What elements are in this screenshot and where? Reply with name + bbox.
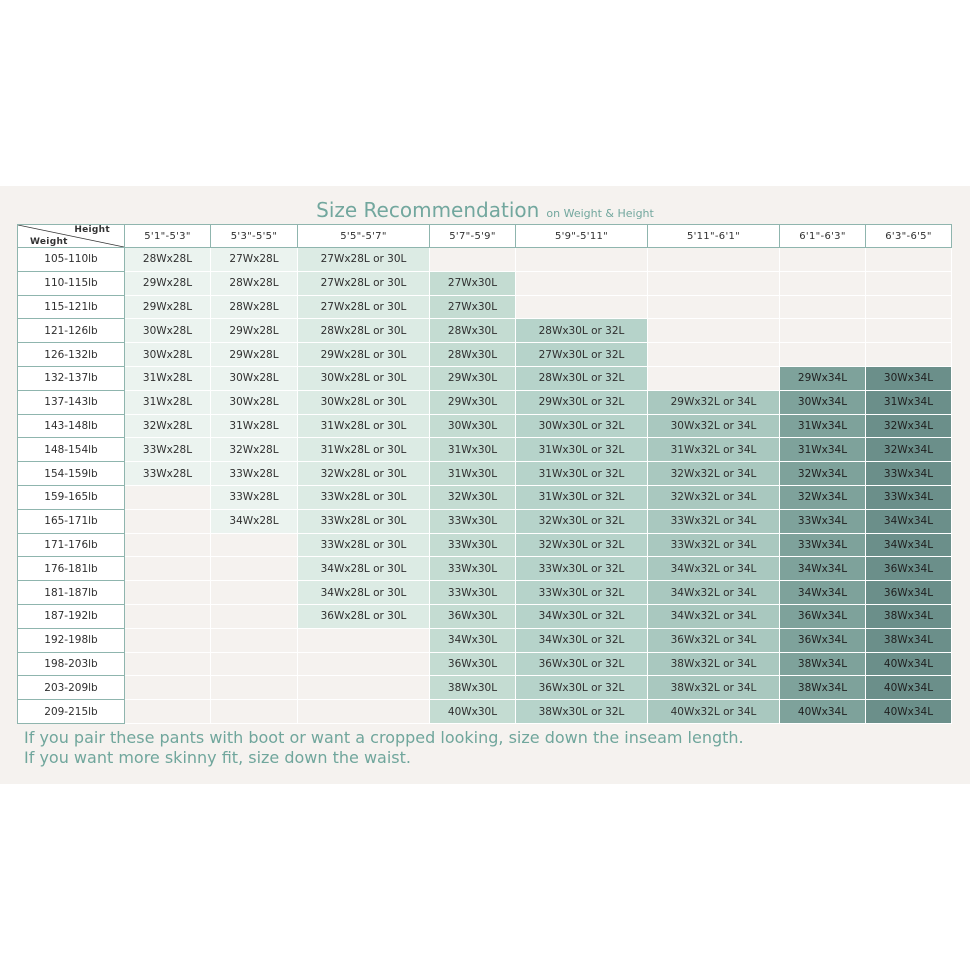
- size-cell: 33Wx30L: [430, 509, 516, 533]
- size-cell: 33Wx28L or 30L: [298, 485, 430, 509]
- column-header: 5'9"-5'11": [516, 225, 648, 248]
- size-cell: 28Wx30L: [430, 319, 516, 343]
- size-cell: 36Wx30L: [430, 604, 516, 628]
- note-waist: If you want more skinny fit, size down the waist.: [24, 748, 411, 767]
- size-cell: 33Wx32L or 34L: [648, 509, 780, 533]
- weight-label: 143-148lb: [18, 414, 125, 438]
- size-cell: 31Wx34L: [866, 390, 952, 414]
- table-row: [18, 319, 952, 343]
- size-cell: 36Wx30L or 32L: [516, 652, 648, 676]
- size-cell: 31Wx28L: [211, 414, 298, 438]
- column-header: 5'7"-5'9": [430, 225, 516, 248]
- size-cell: [780, 295, 866, 319]
- table-row: [18, 628, 952, 652]
- size-cell: [125, 533, 211, 557]
- size-cell: 29Wx34L: [780, 366, 866, 390]
- size-cell: 29Wx28L: [125, 295, 211, 319]
- size-cell: 34Wx32L or 34L: [648, 557, 780, 581]
- weight-label: 126-132lb: [18, 343, 125, 367]
- weight-label: 159-165lb: [18, 485, 125, 509]
- size-cell: 30Wx34L: [780, 390, 866, 414]
- size-cell: 28Wx28L: [211, 295, 298, 319]
- size-cell: 32Wx30L or 32L: [516, 533, 648, 557]
- size-cell: [648, 248, 780, 272]
- size-cell: 32Wx34L: [780, 485, 866, 509]
- table-row: [18, 366, 952, 390]
- size-cell: 36Wx32L or 34L: [648, 628, 780, 652]
- table-row: [18, 390, 952, 414]
- size-cell: 36Wx30L or 32L: [516, 676, 648, 700]
- size-table: [17, 224, 952, 724]
- column-header: 5'5"-5'7": [298, 225, 430, 248]
- size-cell: [211, 533, 298, 557]
- size-cell: [866, 343, 952, 367]
- size-cell: [866, 271, 952, 295]
- size-cell: 33Wx28L or 30L: [298, 533, 430, 557]
- table-row: [18, 414, 952, 438]
- size-cell: [125, 509, 211, 533]
- weight-label: 154-159lb: [18, 462, 125, 486]
- size-cell: 31Wx34L: [780, 438, 866, 462]
- size-cell: 34Wx32L or 34L: [648, 604, 780, 628]
- size-cell: [866, 295, 952, 319]
- size-cell: 38Wx34L: [866, 604, 952, 628]
- size-cell: [298, 652, 430, 676]
- column-header: 6'3"-6'5": [866, 225, 952, 248]
- weight-label: 171-176lb: [18, 533, 125, 557]
- size-cell: 40Wx34L: [866, 676, 952, 700]
- size-cell: 33Wx34L: [866, 462, 952, 486]
- size-cell: 28Wx30L: [430, 343, 516, 367]
- size-cell: [298, 628, 430, 652]
- size-cell: [125, 700, 211, 724]
- column-header: 6'1"-6'3": [780, 225, 866, 248]
- size-cell: 31Wx32L or 34L: [648, 438, 780, 462]
- size-cell: 32Wx34L: [866, 438, 952, 462]
- size-cell: 36Wx34L: [866, 581, 952, 605]
- size-cell: 31Wx30L or 32L: [516, 438, 648, 462]
- size-cell: 40Wx30L: [430, 700, 516, 724]
- size-cell: 38Wx32L or 34L: [648, 652, 780, 676]
- size-cell: [211, 676, 298, 700]
- size-cell: 33Wx30L: [430, 533, 516, 557]
- size-cell: 29Wx30L: [430, 390, 516, 414]
- title-main: Size Recommendation: [316, 198, 540, 222]
- table-row: [18, 652, 952, 676]
- size-cell: 30Wx28L or 30L: [298, 366, 430, 390]
- table-row: [18, 438, 952, 462]
- size-cell: 33Wx32L or 34L: [648, 533, 780, 557]
- weight-label: 209-215lb: [18, 700, 125, 724]
- size-cell: [516, 271, 648, 295]
- size-cell: 32Wx28L or 30L: [298, 462, 430, 486]
- size-cell: [298, 700, 430, 724]
- size-cell: 38Wx34L: [780, 676, 866, 700]
- size-cell: [211, 652, 298, 676]
- size-cell: 30Wx28L: [125, 343, 211, 367]
- size-cell: [648, 319, 780, 343]
- size-cell: 27Wx28L: [211, 248, 298, 272]
- table-row: [18, 248, 952, 272]
- size-cell: 33Wx28L or 30L: [298, 509, 430, 533]
- weight-label: 165-171lb: [18, 509, 125, 533]
- table-body: [18, 248, 952, 724]
- size-cell: 27Wx30L or 32L: [516, 343, 648, 367]
- note-inseam: If you pair these pants with boot or want a cropped looking, size down the inseam length.: [24, 728, 744, 747]
- size-cell: 31Wx30L: [430, 462, 516, 486]
- size-cell: [430, 248, 516, 272]
- corner-header: [18, 225, 125, 248]
- size-cell: 27Wx28L or 30L: [298, 248, 430, 272]
- table-row: [18, 676, 952, 700]
- size-cell: 34Wx30L or 32L: [516, 628, 648, 652]
- table-row: [18, 485, 952, 509]
- size-cell: 36Wx28L or 30L: [298, 604, 430, 628]
- size-cell: [211, 557, 298, 581]
- title-subtitle: on Weight & Height: [546, 207, 654, 220]
- table-row: [18, 343, 952, 367]
- size-cell: 38Wx30L: [430, 676, 516, 700]
- size-cell: 32Wx32L or 34L: [648, 485, 780, 509]
- table-row: [18, 295, 952, 319]
- size-cell: 32Wx32L or 34L: [648, 462, 780, 486]
- size-cell: 40Wx34L: [866, 652, 952, 676]
- chart-title: [0, 198, 970, 222]
- size-cell: 40Wx32L or 34L: [648, 700, 780, 724]
- size-cell: 34Wx30L: [430, 628, 516, 652]
- size-cell: 32Wx30L: [430, 485, 516, 509]
- table-row: [18, 271, 952, 295]
- size-cell: 32Wx30L or 32L: [516, 509, 648, 533]
- column-header: 5'11"-6'1": [648, 225, 780, 248]
- size-cell: 34Wx28L or 30L: [298, 557, 430, 581]
- table-row: [18, 557, 952, 581]
- size-cell: 33Wx30L: [430, 581, 516, 605]
- size-cell: [780, 271, 866, 295]
- size-cell: [780, 248, 866, 272]
- size-cell: 31Wx28L or 30L: [298, 414, 430, 438]
- size-cell: 34Wx34L: [780, 581, 866, 605]
- size-cell: 40Wx34L: [866, 700, 952, 724]
- size-cell: 30Wx34L: [866, 366, 952, 390]
- size-cell: 33Wx28L: [211, 485, 298, 509]
- size-cell: [125, 628, 211, 652]
- size-cell: 28Wx28L or 30L: [298, 319, 430, 343]
- size-cell: 34Wx34L: [780, 557, 866, 581]
- weight-label: 137-143lb: [18, 390, 125, 414]
- size-cell: 38Wx34L: [780, 652, 866, 676]
- size-cell: 36Wx34L: [780, 604, 866, 628]
- weight-axis-label: Weight: [30, 237, 68, 247]
- size-cell: 28Wx28L: [125, 248, 211, 272]
- size-cell: 36Wx34L: [866, 557, 952, 581]
- size-cell: 33Wx28L: [125, 462, 211, 486]
- height-axis-label: Height: [74, 225, 110, 235]
- size-cell: 38Wx30L or 32L: [516, 700, 648, 724]
- size-cell: 30Wx30L or 32L: [516, 414, 648, 438]
- table-row: [18, 509, 952, 533]
- size-cell: 28Wx30L or 32L: [516, 366, 648, 390]
- size-cell: 29Wx28L: [125, 271, 211, 295]
- size-cell: 31Wx28L: [125, 366, 211, 390]
- size-cell: [298, 676, 430, 700]
- size-cell: 38Wx34L: [866, 628, 952, 652]
- size-cell: 31Wx28L: [125, 390, 211, 414]
- table-row: [18, 533, 952, 557]
- size-cell: 32Wx34L: [866, 414, 952, 438]
- weight-label: 132-137lb: [18, 366, 125, 390]
- size-cell: 29Wx32L or 34L: [648, 390, 780, 414]
- size-cell: 29Wx28L: [211, 343, 298, 367]
- size-cell: 34Wx30L or 32L: [516, 604, 648, 628]
- weight-label: 148-154lb: [18, 438, 125, 462]
- size-cell: 29Wx30L: [430, 366, 516, 390]
- size-cell: 30Wx28L: [211, 366, 298, 390]
- weight-label: 181-187lb: [18, 581, 125, 605]
- weight-label: 203-209lb: [18, 676, 125, 700]
- size-cell: 28Wx30L or 32L: [516, 319, 648, 343]
- column-header: 5'1"-5'3": [125, 225, 211, 248]
- weight-label: 187-192lb: [18, 604, 125, 628]
- size-cell: [125, 581, 211, 605]
- size-cell: [780, 343, 866, 367]
- size-cell: 30Wx28L: [125, 319, 211, 343]
- size-cell: 36Wx34L: [780, 628, 866, 652]
- size-cell: [648, 295, 780, 319]
- size-cell: [125, 485, 211, 509]
- weight-label: 176-181lb: [18, 557, 125, 581]
- size-cell: [780, 319, 866, 343]
- size-cell: 30Wx30L: [430, 414, 516, 438]
- size-cell: 32Wx34L: [780, 462, 866, 486]
- weight-label: 110-115lb: [18, 271, 125, 295]
- size-cell: 38Wx32L or 34L: [648, 676, 780, 700]
- size-cell: [516, 295, 648, 319]
- size-cell: [648, 271, 780, 295]
- size-cell: 34Wx28L: [211, 509, 298, 533]
- size-cell: 29Wx30L or 32L: [516, 390, 648, 414]
- size-cell: [125, 604, 211, 628]
- size-cell: 31Wx34L: [780, 414, 866, 438]
- size-cell: 31Wx28L or 30L: [298, 438, 430, 462]
- size-cell: 28Wx28L: [211, 271, 298, 295]
- size-cell: [211, 604, 298, 628]
- weight-label: 192-198lb: [18, 628, 125, 652]
- size-cell: 33Wx34L: [866, 485, 952, 509]
- weight-label: 121-126lb: [18, 319, 125, 343]
- size-cell: 34Wx34L: [866, 509, 952, 533]
- size-cell: 27Wx30L: [430, 295, 516, 319]
- size-cell: 33Wx30L or 32L: [516, 557, 648, 581]
- size-cell: 31Wx30L or 32L: [516, 462, 648, 486]
- size-cell: [866, 248, 952, 272]
- size-cell: 33Wx30L or 32L: [516, 581, 648, 605]
- size-cell: [648, 343, 780, 367]
- size-cell: 31Wx30L: [430, 438, 516, 462]
- table-row: [18, 700, 952, 724]
- size-cell: 34Wx28L or 30L: [298, 581, 430, 605]
- size-cell: [211, 628, 298, 652]
- size-cell: 32Wx28L: [211, 438, 298, 462]
- size-cell: 31Wx30L or 32L: [516, 485, 648, 509]
- header-row: [18, 225, 952, 248]
- size-cell: [648, 366, 780, 390]
- size-cell: 40Wx34L: [780, 700, 866, 724]
- weight-label: 115-121lb: [18, 295, 125, 319]
- size-cell: 29Wx28L or 30L: [298, 343, 430, 367]
- column-header: 5'3"-5'5": [211, 225, 298, 248]
- size-cell: 34Wx32L or 34L: [648, 581, 780, 605]
- size-cell: 33Wx28L: [125, 438, 211, 462]
- weight-label: 198-203lb: [18, 652, 125, 676]
- table-row: [18, 581, 952, 605]
- size-cell: [125, 676, 211, 700]
- size-cell: 27Wx28L or 30L: [298, 295, 430, 319]
- size-cell: 36Wx30L: [430, 652, 516, 676]
- size-cell: 27Wx30L: [430, 271, 516, 295]
- weight-label: 105-110lb: [18, 248, 125, 272]
- size-cell: [866, 319, 952, 343]
- size-cell: 34Wx34L: [866, 533, 952, 557]
- size-cell: [516, 248, 648, 272]
- size-cell: 33Wx30L: [430, 557, 516, 581]
- size-cell: 27Wx28L or 30L: [298, 271, 430, 295]
- size-cell: 33Wx28L: [211, 462, 298, 486]
- size-cell: 29Wx28L: [211, 319, 298, 343]
- size-cell: [125, 652, 211, 676]
- table-row: [18, 604, 952, 628]
- size-cell: 33Wx34L: [780, 509, 866, 533]
- table-row: [18, 462, 952, 486]
- size-cell: [211, 581, 298, 605]
- size-cell: [125, 557, 211, 581]
- size-cell: 32Wx28L: [125, 414, 211, 438]
- size-cell: 33Wx34L: [780, 533, 866, 557]
- size-cell: 30Wx28L: [211, 390, 298, 414]
- size-cell: [211, 700, 298, 724]
- size-cell: 30Wx28L or 30L: [298, 390, 430, 414]
- size-cell: 30Wx32L or 34L: [648, 414, 780, 438]
